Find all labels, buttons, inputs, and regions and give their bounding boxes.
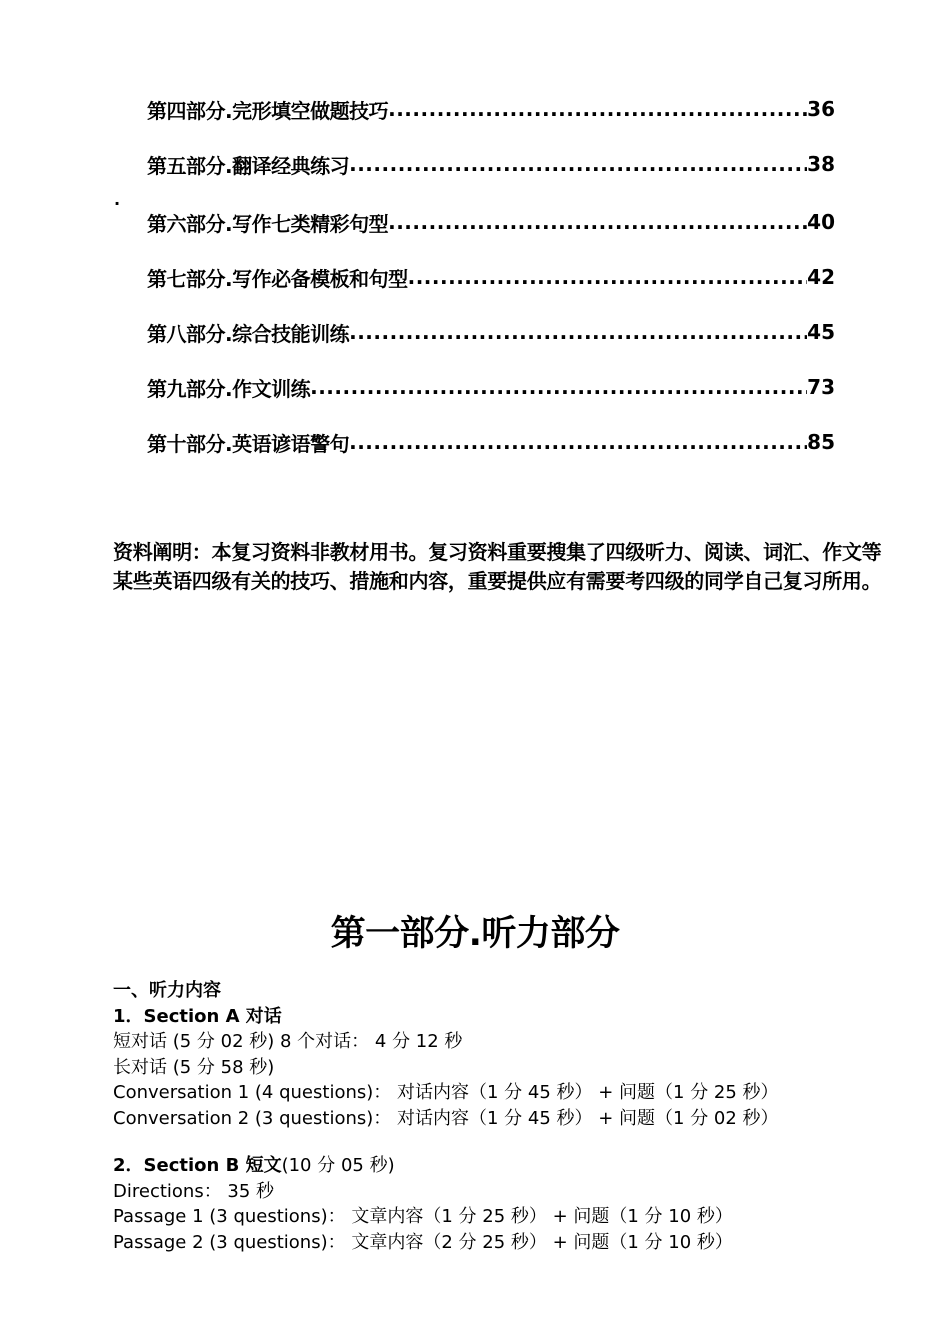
part-a-heading: 1．Section A 对话 xyxy=(113,1005,282,1027)
section-content xyxy=(113,978,893,1255)
toc-item-title: 第十部分.英语谚语警句 xyxy=(147,431,350,456)
part-b-line: Directions： 35 秒 xyxy=(113,1180,275,1202)
toc-item-title: 第九部分.作文训练 xyxy=(147,376,311,401)
toc-item[interactable] xyxy=(147,263,835,291)
toc-item-title: 第八部分.综合技能训练 xyxy=(147,321,350,346)
toc-leader-dots xyxy=(349,430,807,454)
toc-item[interactable] xyxy=(147,208,835,236)
part-a-line: 短对话 (5 分 02 秒) 8 个对话： 4 分 12 秒 xyxy=(113,1031,463,1052)
part-a-line: Conversation 1 (4 questions)： 对话内容（1 分 45 秒） + 问题（1 分 25 秒） xyxy=(113,1082,779,1103)
toc-item-page: 36 xyxy=(807,97,835,121)
toc-item-page: 85 xyxy=(807,430,835,454)
part-a-line: Conversation 2 (3 questions)： 对话内容（1 分 45 秒） + 问题（1 分 02 秒） xyxy=(113,1107,779,1129)
toc-item[interactable] xyxy=(147,150,835,178)
toc-leader-dots xyxy=(388,210,807,234)
disclaimer-note: 资料阐明：本复习资料非教材用书。复习资料重要搜集了四级听力、阅读、词汇、作文等某些英语四级有关的技巧、措施和内容，重要提供应有需要考四级的同学自己复习所用。 xyxy=(113,540,882,593)
toc-item-title: 第六部分.写作七类精彩句型 xyxy=(147,211,389,236)
toc-item-page: 73 xyxy=(807,375,835,399)
toc-leader-dots xyxy=(310,375,807,399)
toc-item-title: 第五部分.翻译经典练习 xyxy=(147,153,350,178)
section-heading: 一、听力内容 xyxy=(113,980,221,1001)
toc-item[interactable] xyxy=(147,318,835,346)
toc-leader-dots xyxy=(408,265,808,289)
toc-item-title: 第四部分.完形填空做题技巧 xyxy=(147,98,389,123)
part-a-line: 长对话 (5 分 58 秒) xyxy=(113,1056,275,1078)
part-b-heading-duration: (10 分 05 秒) xyxy=(281,1155,395,1176)
toc-leader-dots xyxy=(388,97,807,121)
part-b-heading-label: 2．Section B 短文 xyxy=(113,1155,282,1176)
stray-mark: . xyxy=(114,190,121,209)
toc-item-page: 42 xyxy=(807,265,835,289)
part-b-heading xyxy=(113,1153,893,1179)
toc-item-title: 第七部分.写作必备模板和句型 xyxy=(147,266,408,291)
spacer xyxy=(113,1131,893,1153)
toc-leader-dots xyxy=(349,152,807,176)
part-b-line: Passage 2 (3 questions)： 文章内容（2 分 25 秒） + 问题（1 分 10 秒） xyxy=(113,1231,733,1253)
section-title: 第一部分.听力部分 xyxy=(330,914,620,954)
toc-leader-dots xyxy=(349,320,807,344)
toc-item-page: 45 xyxy=(807,320,835,344)
toc-item[interactable] xyxy=(147,373,835,401)
toc-item[interactable] xyxy=(147,428,835,456)
toc-item-page: 38 xyxy=(807,152,835,176)
toc-item[interactable] xyxy=(147,95,835,123)
part-b-line: Passage 1 (3 questions)： 文章内容（1 分 25 秒） + 问题（1 分 10 秒） xyxy=(113,1206,733,1227)
toc-item-page: 40 xyxy=(807,210,835,234)
